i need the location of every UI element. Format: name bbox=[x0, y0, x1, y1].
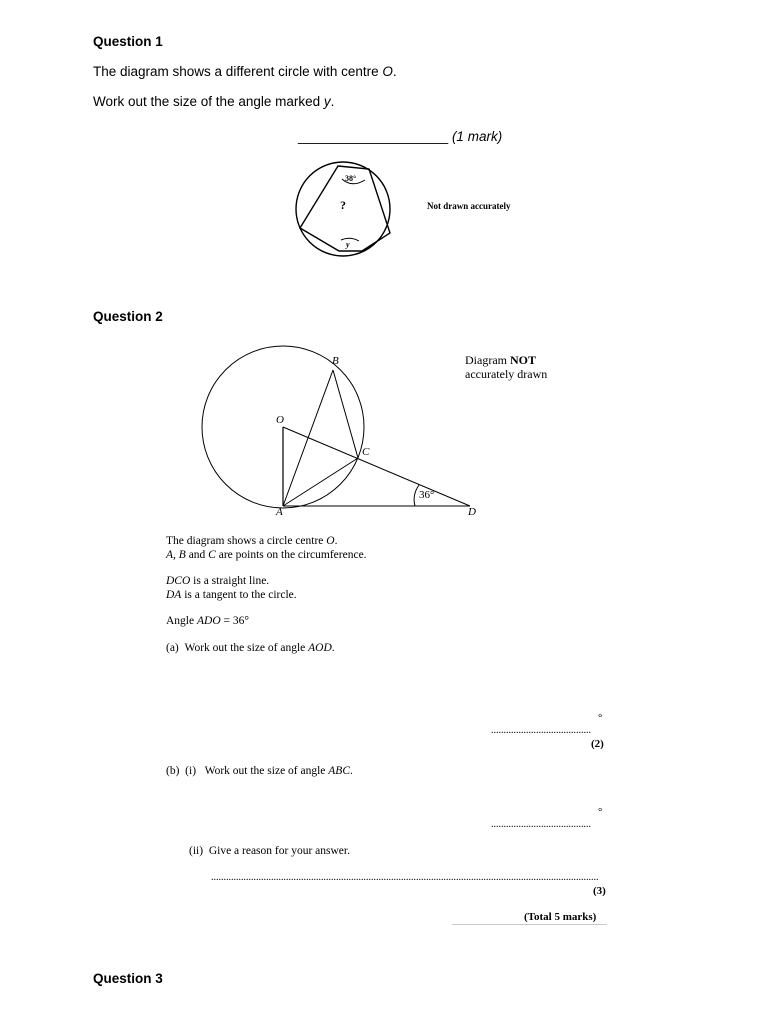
question-2-heading: Question 2 bbox=[93, 309, 163, 324]
q2-angle-label: 36° bbox=[419, 489, 435, 501]
q2-part-b-marks: (3) bbox=[593, 885, 606, 897]
q2-part-a-answer-dots[interactable]: ........................................ bbox=[491, 725, 591, 736]
q2-line-AB bbox=[283, 370, 333, 506]
q2-part-b-i-degree: ° bbox=[598, 806, 603, 818]
q1-centre-label: ? bbox=[340, 198, 346, 212]
q2-label-O: O bbox=[276, 414, 284, 426]
q2-diagram-note-line-1: Diagram NOT bbox=[465, 353, 536, 367]
q1-angle-label: 38° bbox=[345, 174, 357, 183]
q2-text-line-4: DA is a tangent to the circle. bbox=[166, 589, 297, 601]
q2-line-OD bbox=[283, 427, 470, 506]
q2-text-line-2: A, B and C are points on the circumference. bbox=[166, 549, 367, 561]
q2-label-D: D bbox=[468, 506, 476, 518]
question-1-heading: Question 1 bbox=[93, 34, 163, 49]
q1-y-label: y bbox=[346, 240, 350, 249]
q2-diagram-note-line-2: accurately drawn bbox=[465, 367, 548, 381]
q2-total-marks: (Total 5 marks) bbox=[524, 911, 597, 923]
q2-part-b-i-answer-dots[interactable]: ........................................ bbox=[491, 819, 591, 830]
q2-line-BC bbox=[333, 370, 358, 458]
question-3-heading: Question 3 bbox=[93, 971, 163, 986]
q1-line-1: The diagram shows a different circle with centre O. bbox=[93, 64, 397, 79]
q2-text-line-5: Angle ADO = 36° bbox=[166, 615, 249, 627]
q2-label-C: C bbox=[362, 446, 370, 458]
q2-part-a-question: (a) Work out the size of angle AOD. bbox=[166, 642, 335, 654]
q2-label-B: B bbox=[332, 355, 339, 367]
q2-text-line-1: The diagram shows a circle centre O. bbox=[166, 535, 338, 547]
q2-text-line-3: DCO is a straight line. bbox=[166, 575, 270, 587]
q2-total-divider bbox=[452, 924, 607, 925]
q2-part-a-marks: (2) bbox=[591, 738, 604, 750]
q2-part-a-degree: ° bbox=[598, 712, 603, 724]
q2-part-b-i-question: (b) (i) Work out the size of angle ABC. bbox=[166, 765, 353, 777]
q2-label-A: A bbox=[276, 506, 283, 518]
q1-line-2: Work out the size of the angle marked y. bbox=[93, 94, 335, 109]
q1-answer-blank[interactable]: ____________________ bbox=[298, 129, 449, 144]
q2-part-b-ii-answer-dots[interactable]: ........................................................................................................................................................... bbox=[211, 872, 599, 883]
q2-part-b-ii-question: (ii) Give a reason for your answer. bbox=[189, 845, 350, 857]
q1-not-drawn-note: Not drawn accurately bbox=[427, 201, 511, 211]
q1-marks: (1 mark) bbox=[451, 129, 503, 144]
